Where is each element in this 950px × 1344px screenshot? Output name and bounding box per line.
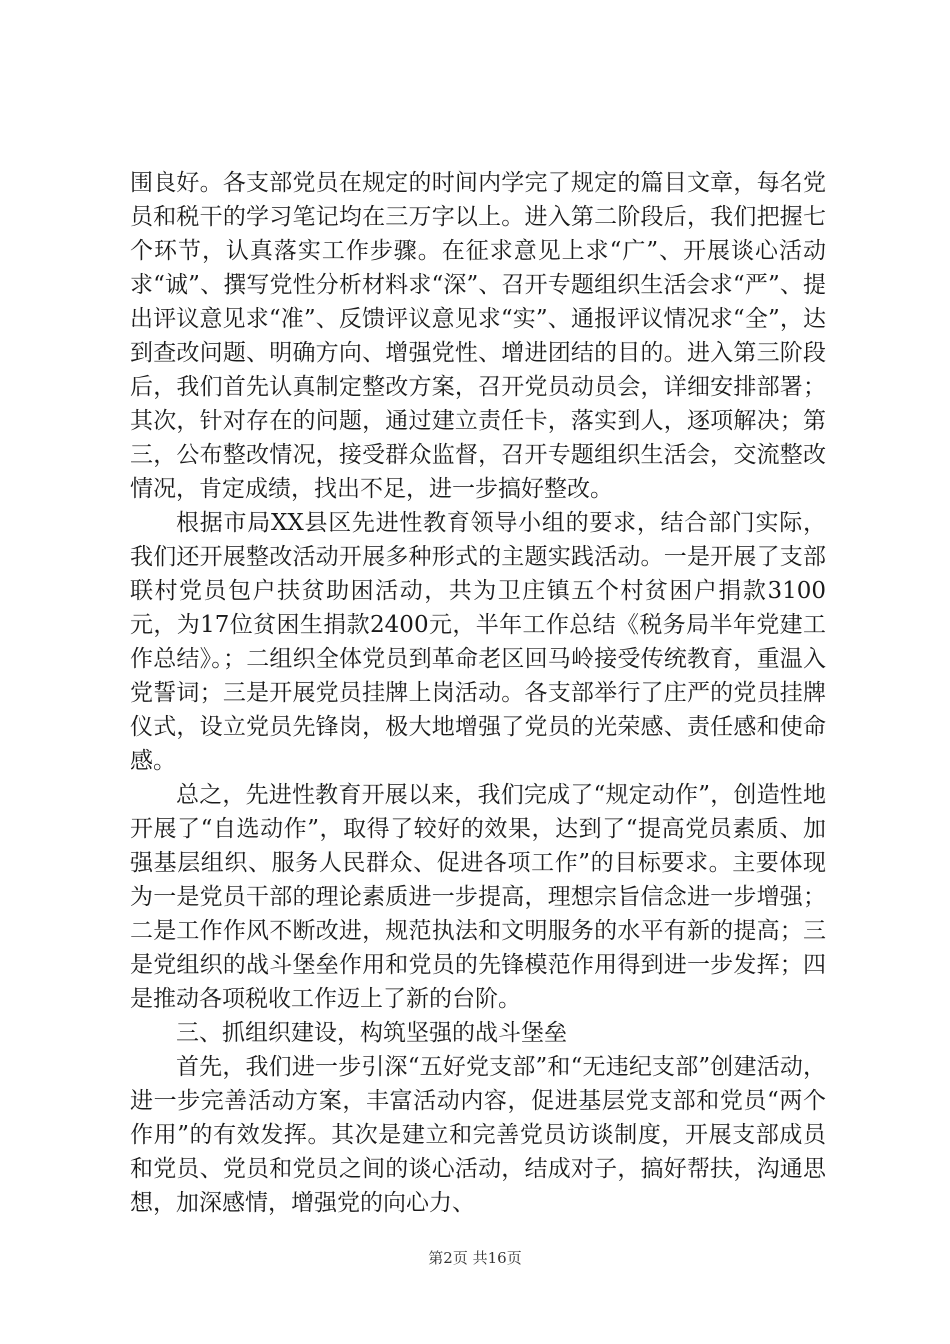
paragraph-4: 首先，我们进一步引深“五好党支部”和“无违纪支部”创建活动，进一步完善活动方案，丰富活动内容，促进基层党支部和党员“两个作用”的有效发挥。其次是建立和完善党员访谈制度，开展支部成员和党员、党员和党员之间的谈心活动，结成对子，搞好帮扶，沟通思想，加深感情，增强党的向心力、 bbox=[130, 1054, 826, 1216]
section-heading: 三、抓组织建设，构筑坚强的战斗堡垒 bbox=[176, 1020, 567, 1046]
paragraph-1: 围良好。各支部党员在规定的时间内学完了规定的篇目文章，每名党员和税干的学习笔记均在三万字以上。进入第二阶段后，我们把握七个环节，认真落实工作步骤。在征求意见上求“广”、开展谈心活动求“诚”、撰写党性分析材料求“深”、召开专题组织生活会求“严”、提出评议意见求“准”、反馈评议意见求“实”、通报评议情况求“全”，达到查改问题、明确方向、增强党性、增进团结的目的。进入第三阶段后，我们首先认真制定整改方案，召开党员动员会，详细安排部署；其次，针对存在的问题，通过建立责任卡，落实到人，逐项解决；第三，公布整改情况，接受群众监督，召开专题组织生活会，交流整改情况，肯定成绩，找出不足，进一步搞好整改。 bbox=[130, 170, 826, 502]
paragraph-3: 总之，先进性教育开展以来，我们完成了“规定动作”，创造性地开展了“自选动作”，取得了较好的效果，达到了“提高党员素质、加强基层组织、服务人民群众、促进各项工作”的目标要求。主要体现为一是党员干部的理论素质进一步提高，理想宗旨信念进一步增强；二是工作作风不断改进，规范执法和文明服务的水平有新的提高；三是党组织的战斗堡垒作用和党员的先锋模范作用得到进一步发挥；四是推动各项税收工作迈上了新的台阶。 bbox=[130, 782, 826, 1012]
paragraph-2: 根据市局XX县区先进性教育领导小组的要求，结合部门实际，我们还开展整改活动开展多种形式的主题实践活动。一是开展了支部联村党员包户扶贫助困活动，共为卫庄镇五个村贫困户捐款3100元，为17位贫困生捐款2400元，半年工作总结《税务局半年党建工作总结》。；二组织全体党员到革命老区回马岭接受传统教育，重温入党誓词；三是开展党员挂牌上岗活动。各支部举行了庄严的党员挂牌仪式，设立党员先锋岗，极大地增强了党员的光荣感、责任感和使命感。 bbox=[130, 510, 826, 774]
page-number: 第2页 共16页 bbox=[428, 1249, 522, 1267]
document-body bbox=[130, 166, 826, 1220]
